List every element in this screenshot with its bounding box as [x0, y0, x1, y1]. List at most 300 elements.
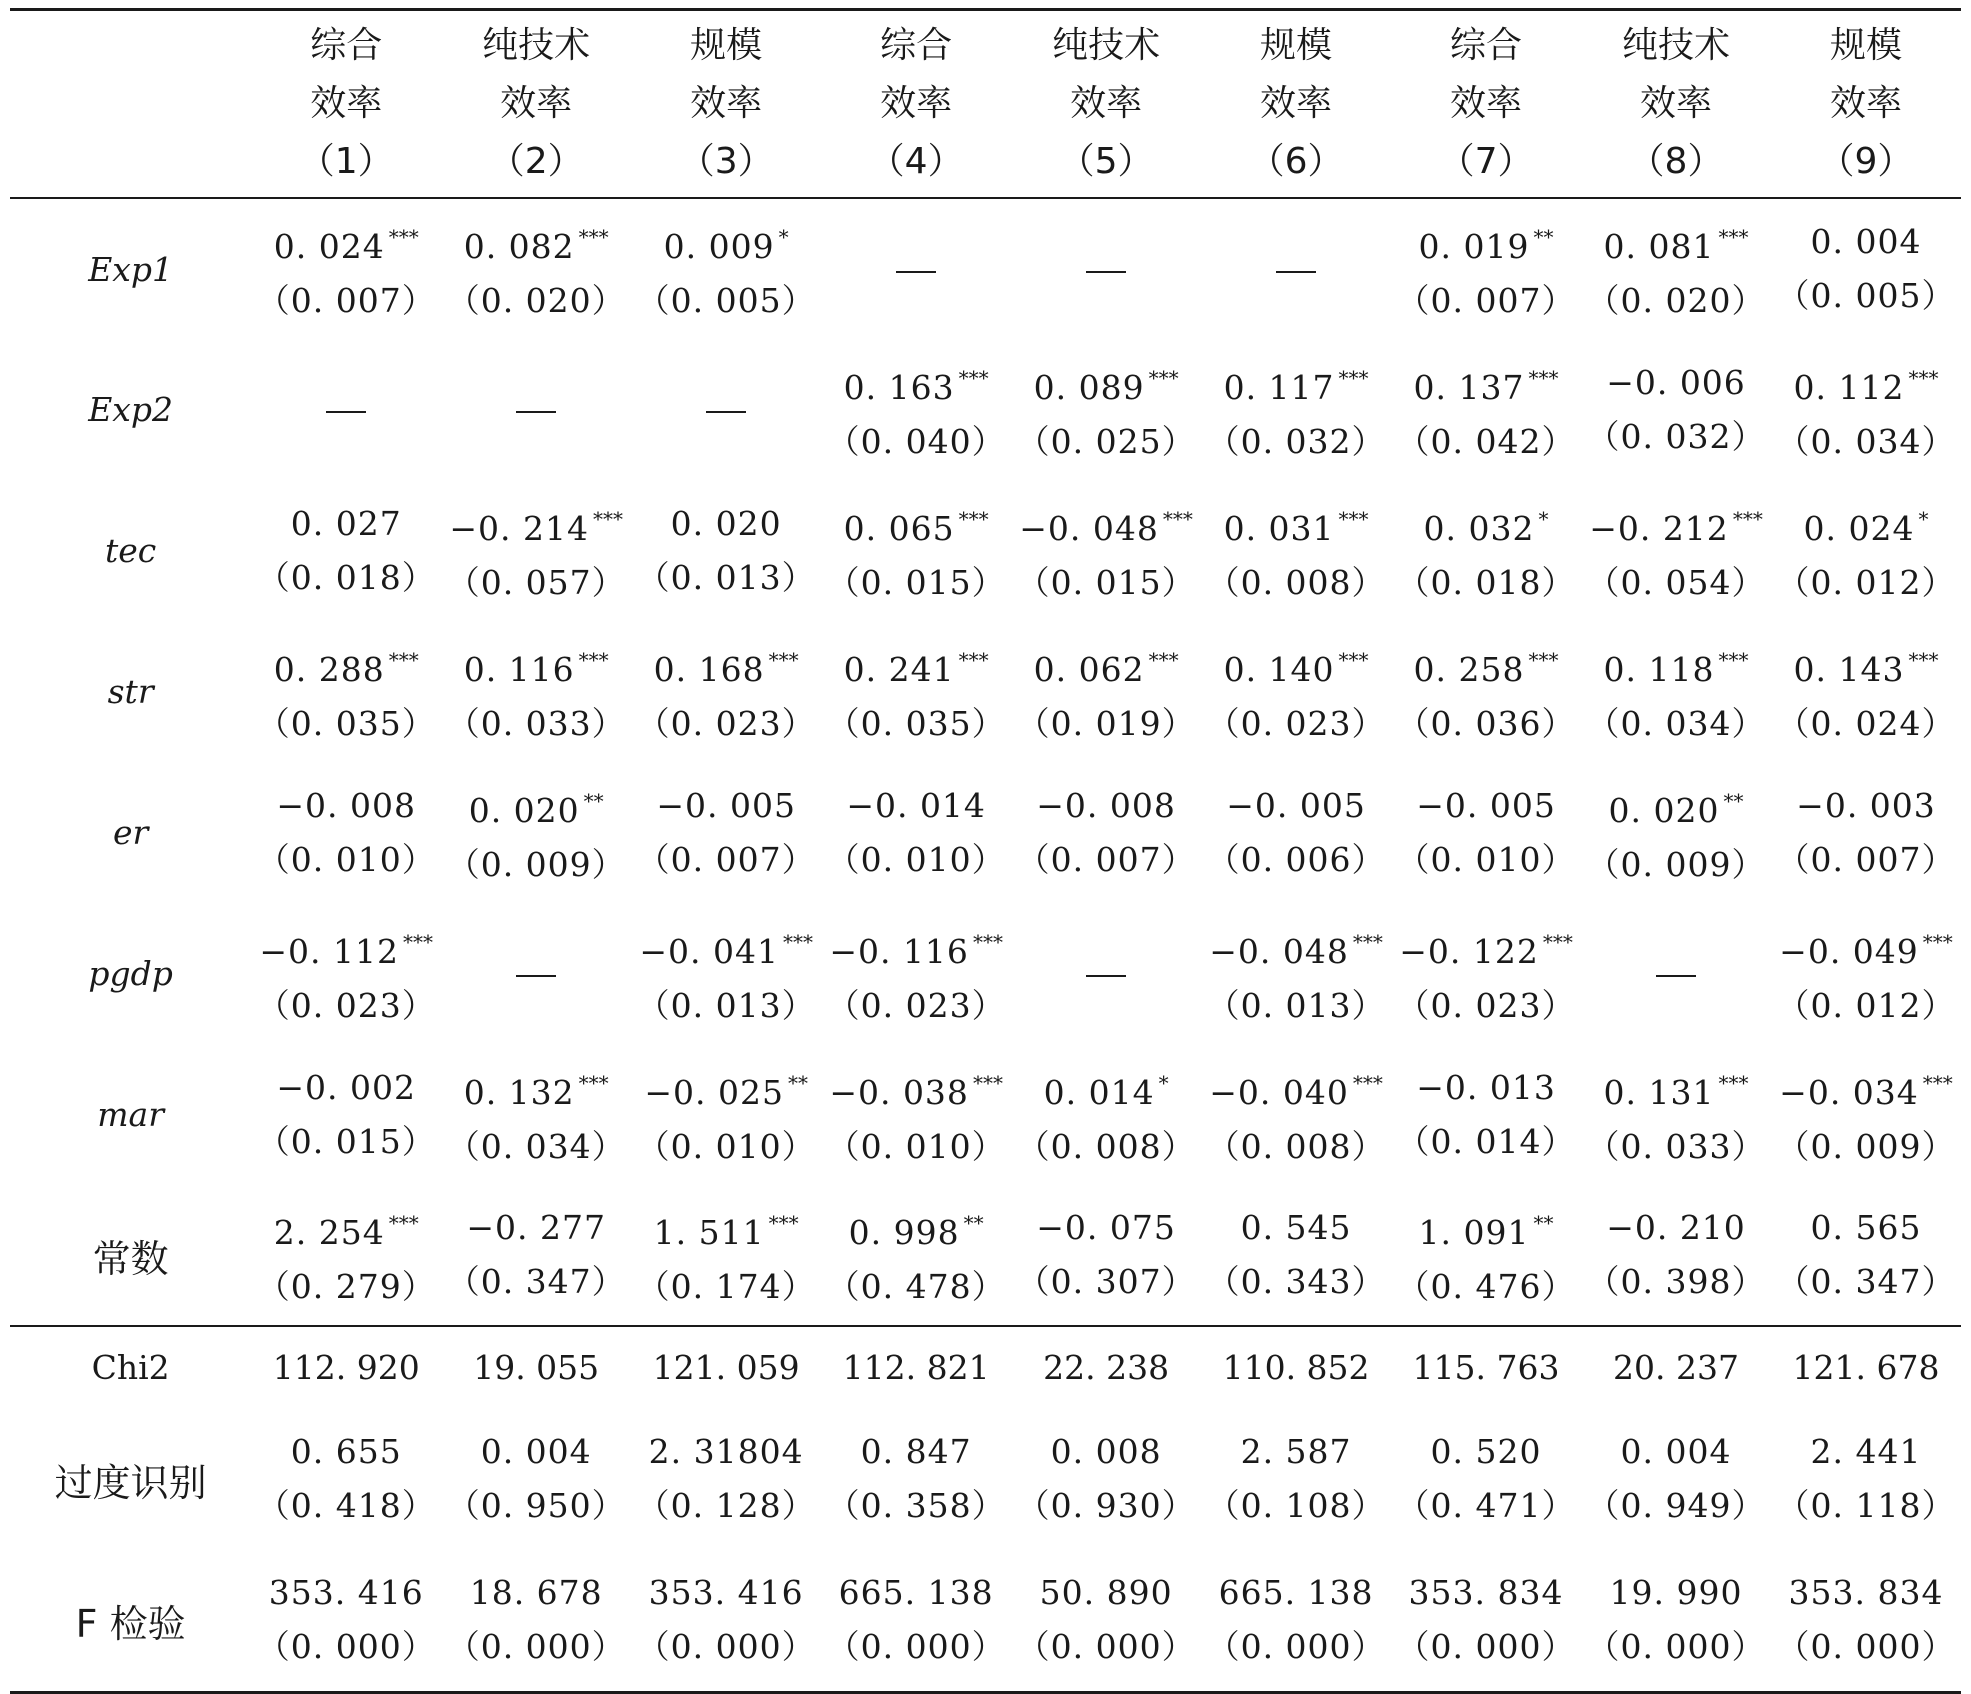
statistic-value: 19. 990 [1609, 1573, 1743, 1613]
coefficient-value: −0. 041 [639, 931, 779, 971]
table-cell [1011, 198, 1201, 339]
chi2-value: 112. 821 [821, 1326, 1011, 1408]
table-cell [1771, 198, 1961, 339]
cell-content [441, 1056, 631, 1174]
cell-content [1581, 356, 1771, 464]
p-value: （0. 000） [446, 1627, 626, 1667]
header-num: （5） [1058, 141, 1154, 182]
cell-content [1201, 492, 1391, 610]
coefficient-line [1034, 633, 1179, 697]
cell-content [1581, 492, 1771, 610]
significance-stars: ** [1533, 225, 1554, 249]
p-value: （0. 949） [1586, 1486, 1766, 1525]
standard-error: （0. 307） [1016, 1262, 1196, 1301]
standard-error: （0. 478） [826, 1267, 1006, 1306]
coefficient-line [276, 779, 416, 833]
coefficient-value: 0. 131 [1603, 1072, 1715, 1112]
coefficient-value: −0. 048 [1209, 931, 1349, 971]
header-line2: 效率 [1260, 83, 1333, 124]
significance-stars: *** [1352, 929, 1383, 954]
cell-content [441, 1566, 631, 1674]
table-cell [1391, 1044, 1581, 1185]
header-line1: 规模 [690, 25, 763, 66]
cell-content [441, 774, 631, 892]
header-col-8 [1581, 10, 1771, 199]
significance-stars: *** [1528, 647, 1559, 672]
coefficient-value: 0. 545 [1240, 1208, 1352, 1247]
chi2-value: 115. 763 [1391, 1326, 1581, 1408]
table-cell [1771, 1044, 1961, 1185]
coefficient-line [1811, 215, 1922, 269]
standard-error: （0. 008） [1206, 562, 1386, 602]
header-corner [10, 10, 251, 199]
cell-content [1581, 774, 1771, 892]
cell-content [631, 633, 821, 751]
header-line2: 效率 [690, 83, 763, 124]
standard-error: （0. 005） [1776, 276, 1956, 315]
standard-error: （0. 005） [636, 281, 816, 320]
statistic-value: 665. 138 [1218, 1573, 1374, 1613]
p-value: （0. 000） [1016, 1627, 1196, 1667]
row-label: Exp1 [10, 198, 251, 339]
statistic-value: 0. 655 [290, 1432, 402, 1471]
table-cell [1201, 1550, 1391, 1692]
coefficient-value: 0. 031 [1223, 508, 1335, 548]
row-label: 常数 [92, 1236, 169, 1281]
table-cell [1581, 903, 1771, 1044]
regression-table [10, 8, 1961, 1694]
standard-error: （0. 013） [636, 557, 816, 597]
coefficient-line [654, 1196, 799, 1260]
header-line2: 效率 [1829, 83, 1902, 124]
row-label: str [107, 672, 154, 711]
header-line1: 规模 [1260, 25, 1333, 66]
table-cell [1581, 339, 1771, 480]
cell-content [1771, 1566, 1961, 1674]
significance-stars: *** [1148, 647, 1179, 672]
coefficient-line [1034, 351, 1179, 415]
standard-error: （0. 007） [256, 281, 436, 320]
p-value: （0. 000） [1586, 1627, 1766, 1667]
standard-error: （0. 015） [826, 562, 1006, 602]
standard-error: （0. 010） [636, 1126, 816, 1166]
cell-content [821, 492, 1011, 610]
coefficient-value: −0. 005 [1226, 785, 1366, 825]
table-cell [1771, 480, 1961, 621]
significance-stars: ** [1533, 1211, 1554, 1235]
cell-content [631, 210, 821, 328]
table-cell [441, 480, 631, 621]
significance-stars: * [1918, 506, 1929, 531]
standard-error: （0. 054） [1586, 562, 1766, 602]
table-row [10, 762, 1961, 903]
coefficient-line [656, 779, 796, 833]
significance-stars: *** [782, 929, 813, 954]
significance-stars: *** [578, 647, 609, 672]
cell-content [1771, 492, 1961, 610]
table-row [10, 621, 1961, 762]
table-cell [251, 198, 441, 339]
coefficient-line [1226, 779, 1366, 833]
significance-stars: *** [958, 365, 989, 390]
cell-content [631, 1196, 821, 1314]
coefficient-line [1241, 1201, 1352, 1255]
table-cell [1011, 903, 1201, 1044]
table-cell [821, 1185, 1011, 1326]
table-cell [631, 621, 821, 762]
coefficient-value: 0. 020 [468, 790, 580, 830]
coefficient-value: 0. 062 [1033, 649, 1145, 689]
header-col-1 [251, 10, 441, 199]
standard-error: （0. 033） [446, 703, 626, 743]
standard-error: （0. 032） [1586, 416, 1766, 456]
coefficient-line [1794, 633, 1939, 697]
standard-error: （0. 007） [1776, 839, 1956, 879]
significance-stars: *** [1148, 365, 1179, 390]
coefficient-line [1019, 492, 1193, 556]
coefficient-value: 0. 137 [1413, 367, 1525, 407]
coefficient-line [644, 1056, 808, 1120]
standard-error: （0. 174） [636, 1267, 816, 1306]
table-cell [1391, 480, 1581, 621]
standard-error: （0. 010） [1396, 839, 1576, 879]
coefficient-line [274, 210, 419, 274]
cell-content [1391, 779, 1581, 887]
table-cell [1011, 480, 1201, 621]
coefficient-value: 0. 132 [463, 1072, 575, 1112]
table-cell [1581, 1044, 1771, 1185]
cell-content [1201, 1201, 1391, 1309]
standard-error: （0. 023） [636, 703, 816, 743]
cell-content [1771, 215, 1961, 323]
chi2-value: 112. 920 [251, 1326, 441, 1408]
cell-content [251, 915, 441, 1033]
cell-content [1011, 633, 1201, 751]
table-cell [1391, 198, 1581, 339]
coefficient-line [1044, 1056, 1169, 1120]
table-cell [821, 621, 1011, 762]
statistic-value: 50. 890 [1039, 1573, 1173, 1613]
coefficient-value: −0. 025 [644, 1072, 784, 1112]
header-num: （3） [678, 141, 774, 182]
chi2-value: 22. 238 [1011, 1326, 1201, 1408]
table-cell [441, 1550, 631, 1692]
cell-content [1011, 1425, 1201, 1533]
standard-error: （0. 013） [636, 985, 816, 1025]
empty-dash [1276, 271, 1316, 273]
cell-content [631, 915, 821, 1033]
empty-dash [706, 411, 746, 413]
significance-stars: * [778, 225, 789, 249]
standard-error: （0. 032） [1206, 421, 1386, 461]
cell-content [1011, 492, 1201, 610]
p-value: （0. 108） [1206, 1486, 1386, 1525]
standard-error: （0. 020） [1586, 281, 1766, 320]
header-row [10, 10, 1961, 199]
p-value: （0. 930） [1016, 1486, 1196, 1525]
significance-stars: *** [593, 506, 623, 531]
coefficient-value: 0. 112 [1793, 367, 1905, 407]
cell-content [821, 915, 1011, 1033]
standard-error: （0. 018） [1396, 562, 1576, 602]
header-line1: 纯技术 [1621, 25, 1730, 66]
table-cell [631, 198, 821, 339]
standard-error: （0. 010） [826, 839, 1006, 879]
significance-stars: *** [1732, 506, 1763, 531]
table-cell [1391, 339, 1581, 480]
significance-stars: *** [1718, 647, 1749, 672]
cell-content [1201, 633, 1391, 751]
header-num: （1） [298, 141, 394, 182]
table-cell [1771, 903, 1961, 1044]
coefficient-value: −0. 038 [829, 1072, 969, 1112]
p-value: （0. 358） [826, 1486, 1006, 1525]
table-cell [631, 762, 821, 903]
coefficient-value: 0. 081 [1603, 227, 1715, 266]
standard-error: （0. 009） [446, 844, 626, 884]
table-cell [631, 1550, 821, 1692]
row-label: mar [97, 1095, 164, 1134]
p-value: （0. 118） [1776, 1486, 1956, 1525]
coefficient-line [654, 633, 799, 697]
significance-stars: *** [972, 1070, 1003, 1095]
table-cell [821, 339, 1011, 480]
significance-stars: * [1538, 506, 1549, 531]
header-num: （6） [1248, 141, 1344, 182]
header-line1: 综合 [310, 25, 383, 66]
header-line2: 效率 [1639, 83, 1712, 124]
cell-content [1011, 1201, 1201, 1309]
coefficient-line [1209, 1056, 1383, 1120]
significance-stars: *** [1718, 1070, 1749, 1095]
table-cell [441, 1185, 631, 1326]
coefficient-value: −0. 008 [1036, 785, 1176, 825]
cell-content [1771, 779, 1961, 887]
table-cell [1011, 762, 1201, 903]
coefficient-value: 0. 065 [843, 508, 955, 548]
coefficient-value: −0. 006 [1606, 362, 1746, 402]
significance-stars: *** [1338, 365, 1369, 390]
standard-error: （0. 476） [1396, 1267, 1576, 1306]
cell-content [441, 1425, 631, 1533]
standard-error: （0. 042） [1396, 421, 1576, 461]
coefficient-value: 0. 020 [670, 503, 782, 543]
statistic-value: 353. 416 [648, 1573, 804, 1613]
significance-stars: *** [1352, 1070, 1383, 1095]
standard-error: （0. 343） [1206, 1262, 1386, 1301]
p-value: （0. 000） [1206, 1627, 1386, 1667]
coefficient-value: −0. 014 [846, 785, 986, 825]
coefficient-line [1399, 915, 1573, 979]
table-cell [1011, 339, 1201, 480]
table-cell [1011, 1408, 1201, 1550]
table-cell [1771, 621, 1961, 762]
cell-content [631, 1056, 821, 1174]
table-cell [1391, 1185, 1581, 1326]
table-cell [1011, 1044, 1201, 1185]
table-cell [441, 762, 631, 903]
empty-dash [326, 411, 366, 413]
coefficient-line [1609, 774, 1744, 838]
coefficient-value: 0. 116 [463, 649, 575, 689]
standard-error: （0. 034） [1776, 421, 1956, 461]
table-cell [251, 480, 441, 621]
significance-stars: *** [768, 1211, 799, 1235]
significance-stars: ** [787, 1070, 808, 1095]
coefficient-value: −0. 112 [259, 931, 400, 971]
cell-content [1391, 1196, 1581, 1314]
cell-content [631, 1425, 821, 1533]
coefficient-line [1604, 210, 1749, 274]
coefficient-line [1416, 1061, 1556, 1115]
coefficient-line [276, 1061, 416, 1115]
table-cell [1391, 1408, 1581, 1550]
significance-stars: *** [578, 225, 609, 249]
coefficient-value: −0. 214 [449, 508, 589, 548]
standard-error: （0. 023） [1206, 703, 1386, 743]
coefficient-line [464, 1056, 609, 1120]
cell-content [821, 351, 1011, 469]
significance-stars: *** [972, 929, 1003, 954]
chi2-value: 121. 059 [631, 1326, 821, 1408]
standard-error: （0. 398） [1586, 1262, 1766, 1301]
cell-content [631, 779, 821, 887]
header-num: （9） [1818, 141, 1914, 182]
table-cell [251, 339, 441, 480]
coefficient-value: −0. 116 [829, 931, 969, 971]
standard-error: （0. 007） [636, 839, 816, 879]
table-cell [1201, 1044, 1391, 1185]
empty-dash [1086, 975, 1126, 977]
coefficient-value: 0. 024 [1803, 508, 1915, 548]
standard-error: （0. 012） [1776, 985, 1956, 1025]
standard-error: （0. 019） [1016, 703, 1196, 743]
cell-content [1201, 1056, 1391, 1174]
p-value: （0. 418） [256, 1486, 436, 1525]
coefficient-value: 0. 998 [848, 1213, 960, 1252]
coefficient-line [1779, 915, 1953, 979]
chi2-value: 19. 055 [441, 1326, 631, 1408]
row-label-chi2: Chi2 [10, 1326, 251, 1408]
table-cell [1771, 1408, 1961, 1550]
standard-error: （0. 008） [1206, 1126, 1386, 1166]
coefficient-value: 0. 163 [843, 367, 955, 407]
cell-content [1581, 1566, 1771, 1674]
coefficient-line [1811, 1201, 1922, 1255]
cell-content [821, 1196, 1011, 1314]
header-num: （4） [868, 141, 964, 182]
coefficient-line [1414, 351, 1559, 415]
table-cell [631, 1408, 821, 1550]
statistic-value: 0. 008 [1050, 1432, 1162, 1471]
cell-content [441, 210, 631, 328]
significance-stars: *** [388, 225, 419, 249]
p-value: （0. 000） [826, 1627, 1006, 1667]
coefficient-line [1606, 1201, 1746, 1255]
coefficient-value: 0. 288 [273, 649, 385, 689]
significance-stars: *** [388, 647, 419, 672]
coefficient-value: 0. 032 [1423, 508, 1535, 548]
significance-stars: *** [958, 506, 989, 531]
coefficient-value: 0. 020 [1608, 790, 1720, 830]
coefficient-line [1419, 210, 1554, 274]
standard-error: （0. 034） [446, 1126, 626, 1166]
standard-error: （0. 023） [826, 985, 1006, 1025]
header-num: （2） [488, 141, 584, 182]
coefficient-line [671, 497, 782, 551]
header-col-4 [821, 10, 1011, 199]
table-cell [1581, 480, 1771, 621]
coefficient-line [1604, 1056, 1749, 1120]
table-cell [441, 903, 631, 1044]
table-cell [1581, 1550, 1771, 1692]
coefficient-value: −0. 013 [1416, 1067, 1556, 1107]
coefficient-value: 0. 009 [663, 227, 775, 266]
table-row [10, 339, 1961, 480]
table-cell [1201, 762, 1391, 903]
table-cell [821, 903, 1011, 1044]
standard-error: （0. 006） [1206, 839, 1386, 879]
coefficient-value: 0. 168 [653, 649, 765, 689]
coefficient-line [1424, 492, 1549, 556]
standard-error: （0. 015） [256, 1121, 436, 1161]
table-cell [441, 198, 631, 339]
coefficient-value: −0. 005 [1416, 785, 1556, 825]
table-cell [821, 198, 1011, 339]
coefficient-line [469, 774, 604, 838]
cell-content [251, 1196, 441, 1314]
table-cell [441, 1044, 631, 1185]
coefficient-line [829, 915, 1003, 979]
header-col-3 [631, 10, 821, 199]
statistic-value: 353. 416 [268, 1573, 424, 1613]
cell-content [1391, 210, 1581, 328]
cell-content [441, 492, 631, 610]
table-row [10, 1044, 1961, 1185]
table-cell [1011, 1550, 1201, 1692]
table-cell [1201, 339, 1391, 480]
table-cell [1771, 1550, 1961, 1692]
empty-dash [516, 975, 556, 977]
cell-content [251, 210, 441, 328]
table-cell [251, 621, 441, 762]
coefficient-line [449, 492, 623, 556]
table-cell [1581, 1408, 1771, 1550]
coefficient-line [1796, 779, 1936, 833]
p-value: （0. 000） [636, 1627, 816, 1667]
standard-error: （0. 025） [1016, 421, 1196, 461]
coefficient-line [844, 351, 989, 415]
table-cell [1201, 621, 1391, 762]
cell-content [1771, 1056, 1961, 1174]
coefficient-value: −0. 008 [276, 785, 417, 825]
standard-error: （0. 009） [1586, 844, 1766, 884]
empty-dash [1656, 975, 1696, 977]
coefficient-line [291, 497, 402, 551]
row-label: Exp2 [88, 390, 174, 429]
coefficient-value: −0. 002 [276, 1067, 417, 1107]
coefficient-value: 0. 082 [463, 227, 575, 266]
coefficient-line [1606, 356, 1746, 410]
cell-content [1581, 1201, 1771, 1309]
coefficient-value: −0. 212 [1589, 508, 1729, 548]
standard-error: （0. 035） [256, 703, 436, 743]
cell-content [251, 1061, 441, 1169]
table-row [10, 480, 1961, 621]
row-label-ftest: F 检验 [10, 1550, 251, 1692]
table-cell [821, 1044, 1011, 1185]
cell-content [1771, 633, 1961, 751]
